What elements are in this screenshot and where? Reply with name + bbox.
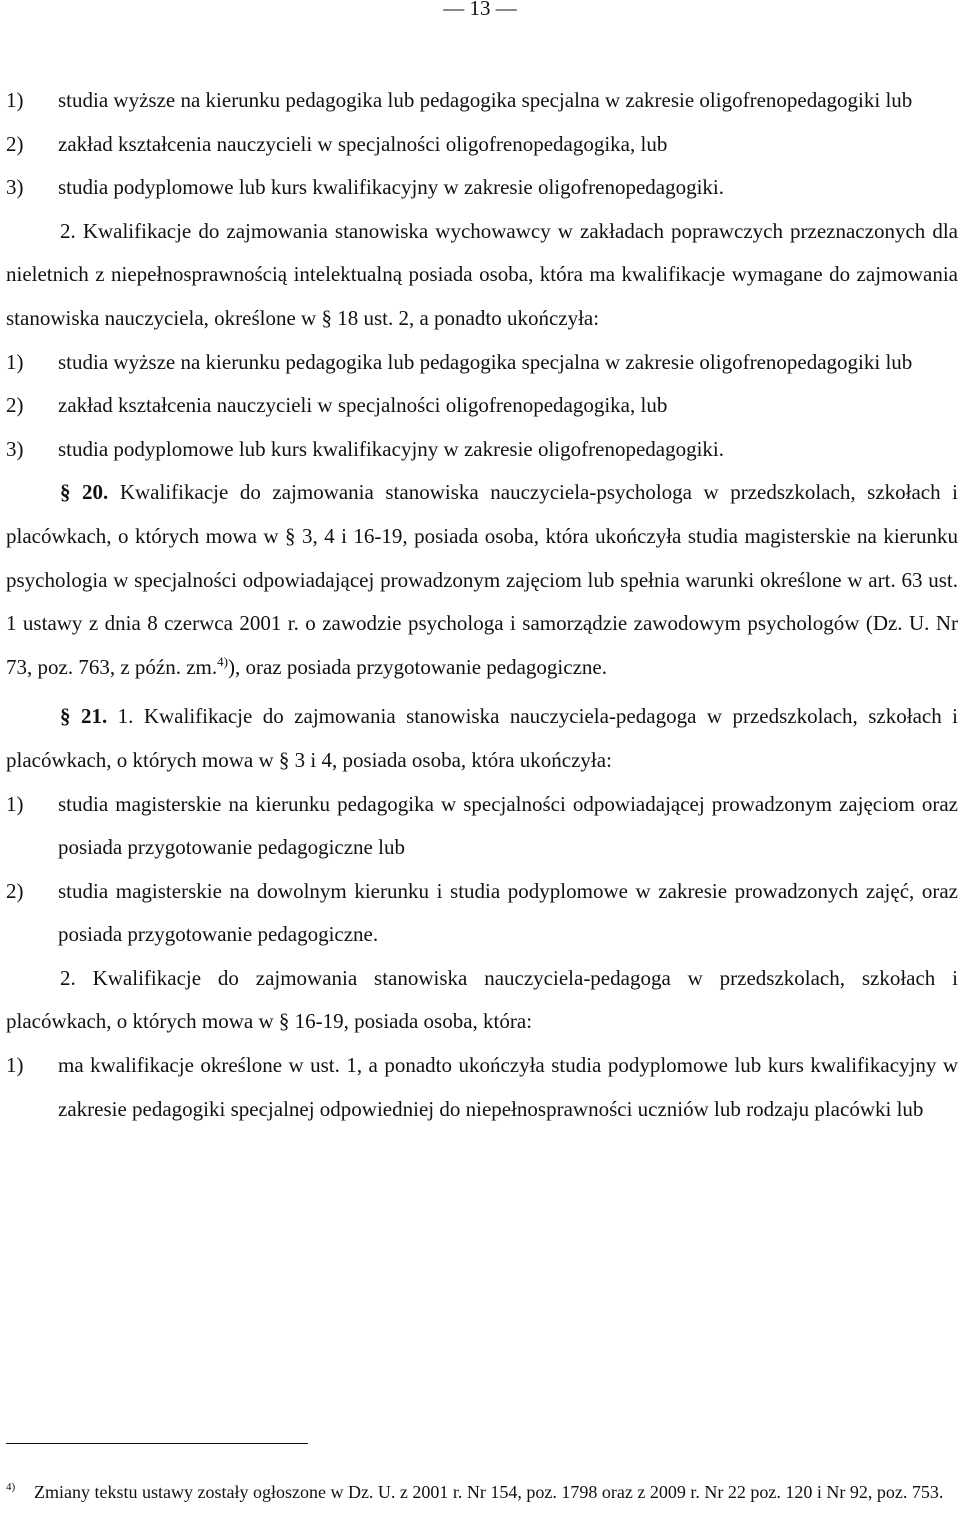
footnote [6, 1480, 958, 1504]
footnote-text: Zmiany tekstu ustawy zostały ogłoszone w Dz. U. z 2001 r. Nr 154, poz. 1798 oraz z 2009 r. Nr 22 poz. 120 i Nr 92, poz. 753. [34, 1482, 944, 1502]
list-item-number: 2) [6, 393, 24, 418]
section-20-text: Kwalifikacje do zajmowania stanowiska nauczyciela-psychologa w przedszkolach, szkołach i placówkach, o których mowa w § 3, 4 i 16-19, posiada osoba, która ukończyła studia magisterskie na kierunku psychologia w specjalności odpowiadającej prowadzonym zajęciom lub spełnia warunki określone w art. 63 ust. 1 ustawy z dnia 8 czerwca 2001 r. o zawodzie psychologa i samorządzie zawodowym psychologów (Dz. U. Nr 73, poz. 763, z późn. zm. [6, 480, 958, 679]
list-item-number: 2) [6, 878, 24, 903]
list-item-number: 1) [6, 88, 24, 112]
list-item [6, 79, 958, 123]
list-item-text: studia podyplomowe lub kurs kwalifikacyjny w zakresie oligofrenopedagogiki. [58, 436, 725, 461]
footnote-mark: 4) [6, 1481, 16, 1493]
section-21-mark: § 21. [60, 704, 108, 729]
list-item-number: 1) [6, 349, 24, 374]
footnote-separator [6, 1443, 308, 1444]
list-item [6, 428, 958, 472]
list-item-text: ma kwalifikacje określone w ust. 1, a ponadto ukończyła studia podyplomowe lub kurs kwalifikacyjny w zakresie pedagogiki specjalnej odpowiedniej do niepełnosprawności uczniów lub rodzaju placówki lub [58, 1053, 958, 1121]
list-item-text: zakład kształcenia nauczycieli w specjalności oligofrenopedagogika, lub [58, 393, 668, 418]
list-item [6, 341, 958, 385]
list-item-number: 3) [6, 436, 24, 461]
list-item [6, 1044, 958, 1131]
list-item-number: 2) [6, 131, 24, 156]
page-number: — 13 — [443, 0, 517, 20]
section-21 [6, 695, 958, 782]
section-20-text-end: ), oraz posiada przygotowanie pedagogiczne. [227, 654, 607, 679]
list-item-text: studia magisterskie na kierunku pedagogika w specjalności odpowiadającej prowadzonym zajęciom oraz posiada przygotowanie pedagogiczne lub [58, 791, 958, 860]
list-item-text: studia magisterskie na dowolnym kierunku i studia podyplomowe w zakresie prowadzonych zajęć, oraz posiada przygotowanie pedagogiczne. [58, 878, 958, 947]
paragraph-21-2: 2. Kwalifikacje do zajmowania stanowiska nauczyciela-pedagoga w przedszkolach, szkołach i placówkach, o których mowa w § 16-19, posiada osoba, która: [6, 965, 958, 1034]
section-20 [6, 471, 958, 689]
section-20-mark: § 20. [60, 480, 109, 505]
list-item [6, 384, 958, 428]
list-item [6, 166, 958, 210]
list-item-number: 1) [6, 1053, 24, 1078]
list-item-text: zakład kształcenia nauczycieli w specjalności oligofrenopedagogika, lub [58, 131, 668, 156]
list-item [6, 870, 958, 957]
section-21-text: 1. Kwalifikacje do zajmowania stanowiska nauczyciela-pedagoga w przedszkolach, szkołach i placówkach, o których mowa w § 3 i 4, posiada osoba, która ukończyła: [6, 704, 959, 772]
list-item [6, 123, 958, 167]
footnote-reference: 4) [217, 653, 228, 669]
paragraph-19-2: 2. Kwalifikacje do zajmowania stanowiska wychowawcy w zakładach poprawczych przeznaczonych dla nieletnich z niepełnosprawnością intelektualną posiada osoba, która ma kwalifikacje wymagane do zajmowania stanowiska nauczyciela, określone w § 18 ust. 2, a ponadto ukończyła: [6, 218, 958, 330]
list-item-text: studia wyższe na kierunku pedagogika lub pedagogika specjalna w zakresie oligofrenopedagogiki lub [58, 88, 913, 112]
list-item [6, 783, 958, 870]
list-item-text: studia wyższe na kierunku pedagogika lub pedagogika specjalna w zakresie oligofrenopedagogiki lub [58, 349, 913, 374]
document-body [6, 79, 958, 1131]
list-item-text: studia podyplomowe lub kurs kwalifikacyjny w zakresie oligofrenopedagogiki. [58, 175, 725, 200]
list-item-number: 1) [6, 791, 24, 816]
list-item-number: 3) [6, 175, 24, 200]
